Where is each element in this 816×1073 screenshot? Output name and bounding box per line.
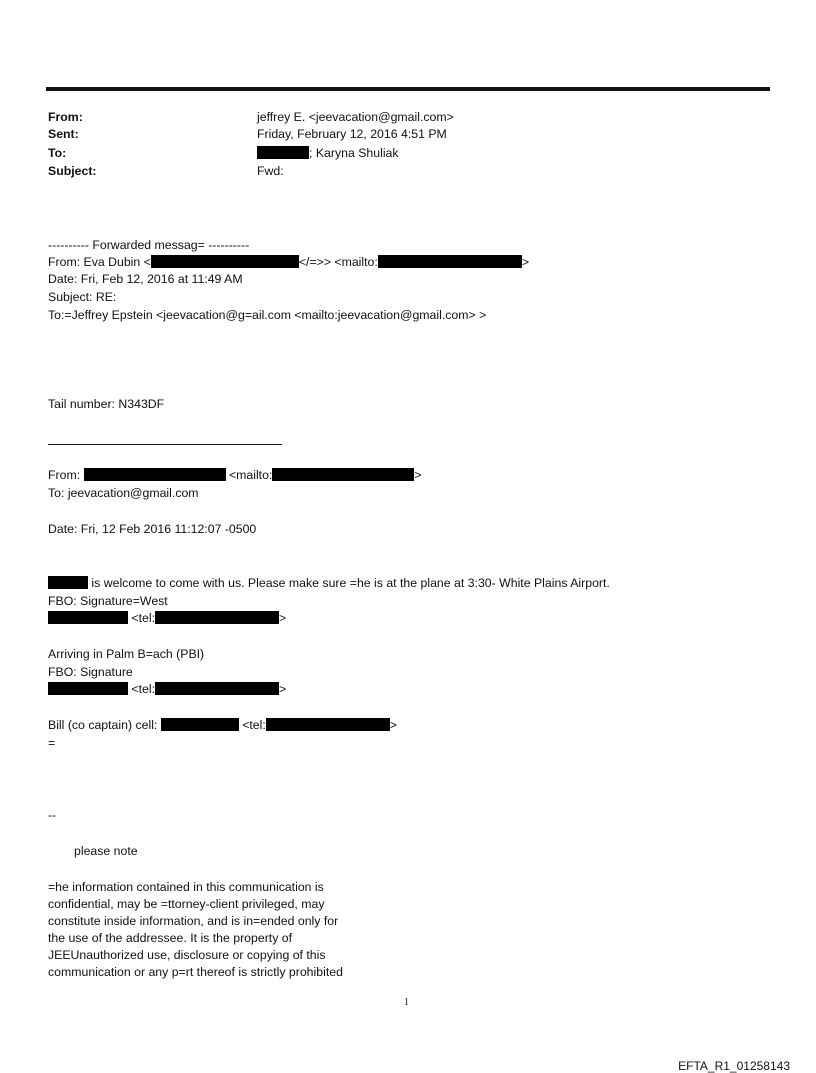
fbo-signature: FBO: Signature bbox=[48, 665, 133, 679]
redaction-box bbox=[155, 611, 279, 624]
bill-label: Bill (co captain) cell: bbox=[48, 718, 158, 732]
forwarded-from-line bbox=[48, 255, 529, 270]
to-value: ; Karyna Shuliak bbox=[309, 146, 399, 160]
subject-value: Fwd: bbox=[257, 164, 284, 178]
inner-date: Date: Fri, 12 Feb 2016 11:12:07 -0500 bbox=[48, 522, 257, 536]
disclaimer-line: communication or any p=rt thereof is strictly prohibited bbox=[48, 965, 343, 979]
sent-label: Sent: bbox=[48, 127, 79, 141]
disclaimer-line: constitute inside information, and is in=ended only for bbox=[48, 914, 339, 928]
please-note: please note bbox=[74, 844, 138, 858]
redaction-box bbox=[151, 255, 299, 268]
disclaimer-line: JEEUnauthorized use, disclosure or copying of this bbox=[48, 948, 326, 962]
redaction-box bbox=[272, 468, 414, 481]
forwarded-from-end: > bbox=[521, 255, 530, 269]
arriving-line: Arriving in Palm B=ach (PBI) bbox=[48, 647, 205, 661]
forwarded-from-prefix: From: Eva Dubin < bbox=[48, 255, 151, 269]
header-rule bbox=[46, 87, 770, 91]
redaction-box bbox=[155, 682, 279, 695]
inner-from-end: > bbox=[414, 468, 422, 482]
redaction-box bbox=[161, 718, 239, 731]
signature-dashes: -- bbox=[48, 808, 57, 822]
from-label: From: bbox=[48, 110, 83, 124]
tail-number: Tail number: N343DF bbox=[48, 397, 165, 411]
tel-2-end: > bbox=[279, 682, 287, 696]
disclaimer-line: confidential, may be =ttorney-client privileged, may bbox=[48, 897, 325, 911]
disclaimer-line: =he information contained in this communication is bbox=[48, 880, 324, 894]
bill-tel-prefix: <tel: bbox=[242, 718, 266, 732]
redaction-box bbox=[257, 146, 309, 159]
forwarded-subject: Subject: RE: bbox=[48, 290, 117, 304]
redaction-box bbox=[48, 611, 128, 624]
forwarded-date: Date: Fri, Feb 12, 2016 at 11:49 AM bbox=[48, 272, 243, 286]
redaction-box bbox=[48, 682, 128, 695]
redaction-box bbox=[266, 718, 390, 731]
forwarded-banner: ---------- Forwarded messag= ---------- bbox=[48, 238, 250, 252]
page-number: 1 bbox=[404, 997, 409, 1008]
disclaimer-line: the use of the addressee. It is the property of bbox=[48, 931, 293, 945]
welcome-line bbox=[48, 576, 610, 591]
forwarded-to: To:=Jeffrey Epstein <jeevacation@g=ail.com <mailto:jeevacation@gmail.com> > bbox=[48, 308, 487, 322]
tel-line-1 bbox=[48, 611, 286, 626]
equals-line: = bbox=[48, 736, 56, 750]
inner-from-prefix: From: bbox=[48, 468, 81, 482]
tel-2-prefix: <tel: bbox=[131, 682, 156, 696]
bill-line bbox=[48, 718, 397, 733]
redaction-box bbox=[84, 468, 226, 481]
sent-value: Friday, February 12, 2016 4:51 PM bbox=[257, 127, 447, 141]
to-line bbox=[257, 146, 399, 161]
tel-1-end: > bbox=[279, 611, 287, 625]
inner-to: To: jeevacation@gmail.com bbox=[48, 486, 199, 500]
tel-line-2 bbox=[48, 682, 286, 697]
forwarded-from-mid: </=>> <mailto: bbox=[298, 255, 378, 269]
inner-from-mailto: <mailto: bbox=[228, 468, 273, 482]
bill-tel-end: > bbox=[389, 718, 397, 732]
fbo-west: FBO: Signature=West bbox=[48, 594, 168, 608]
bates-number: EFTA_R1_01258143 bbox=[678, 1059, 790, 1073]
redaction-box bbox=[378, 255, 522, 268]
subject-label: Subject: bbox=[48, 164, 97, 178]
separator-line bbox=[48, 444, 282, 445]
redaction-box bbox=[48, 576, 88, 589]
to-label: To: bbox=[48, 146, 67, 160]
inner-from-line bbox=[48, 468, 422, 483]
tel-1-prefix: <tel: bbox=[131, 611, 156, 625]
from-value: jeffrey E. <jeevacation@gmail.com> bbox=[257, 110, 454, 124]
welcome-text: is welcome to come with us. Please make sure =he is at the plane at 3:30- White Plains Airport. bbox=[91, 576, 610, 590]
